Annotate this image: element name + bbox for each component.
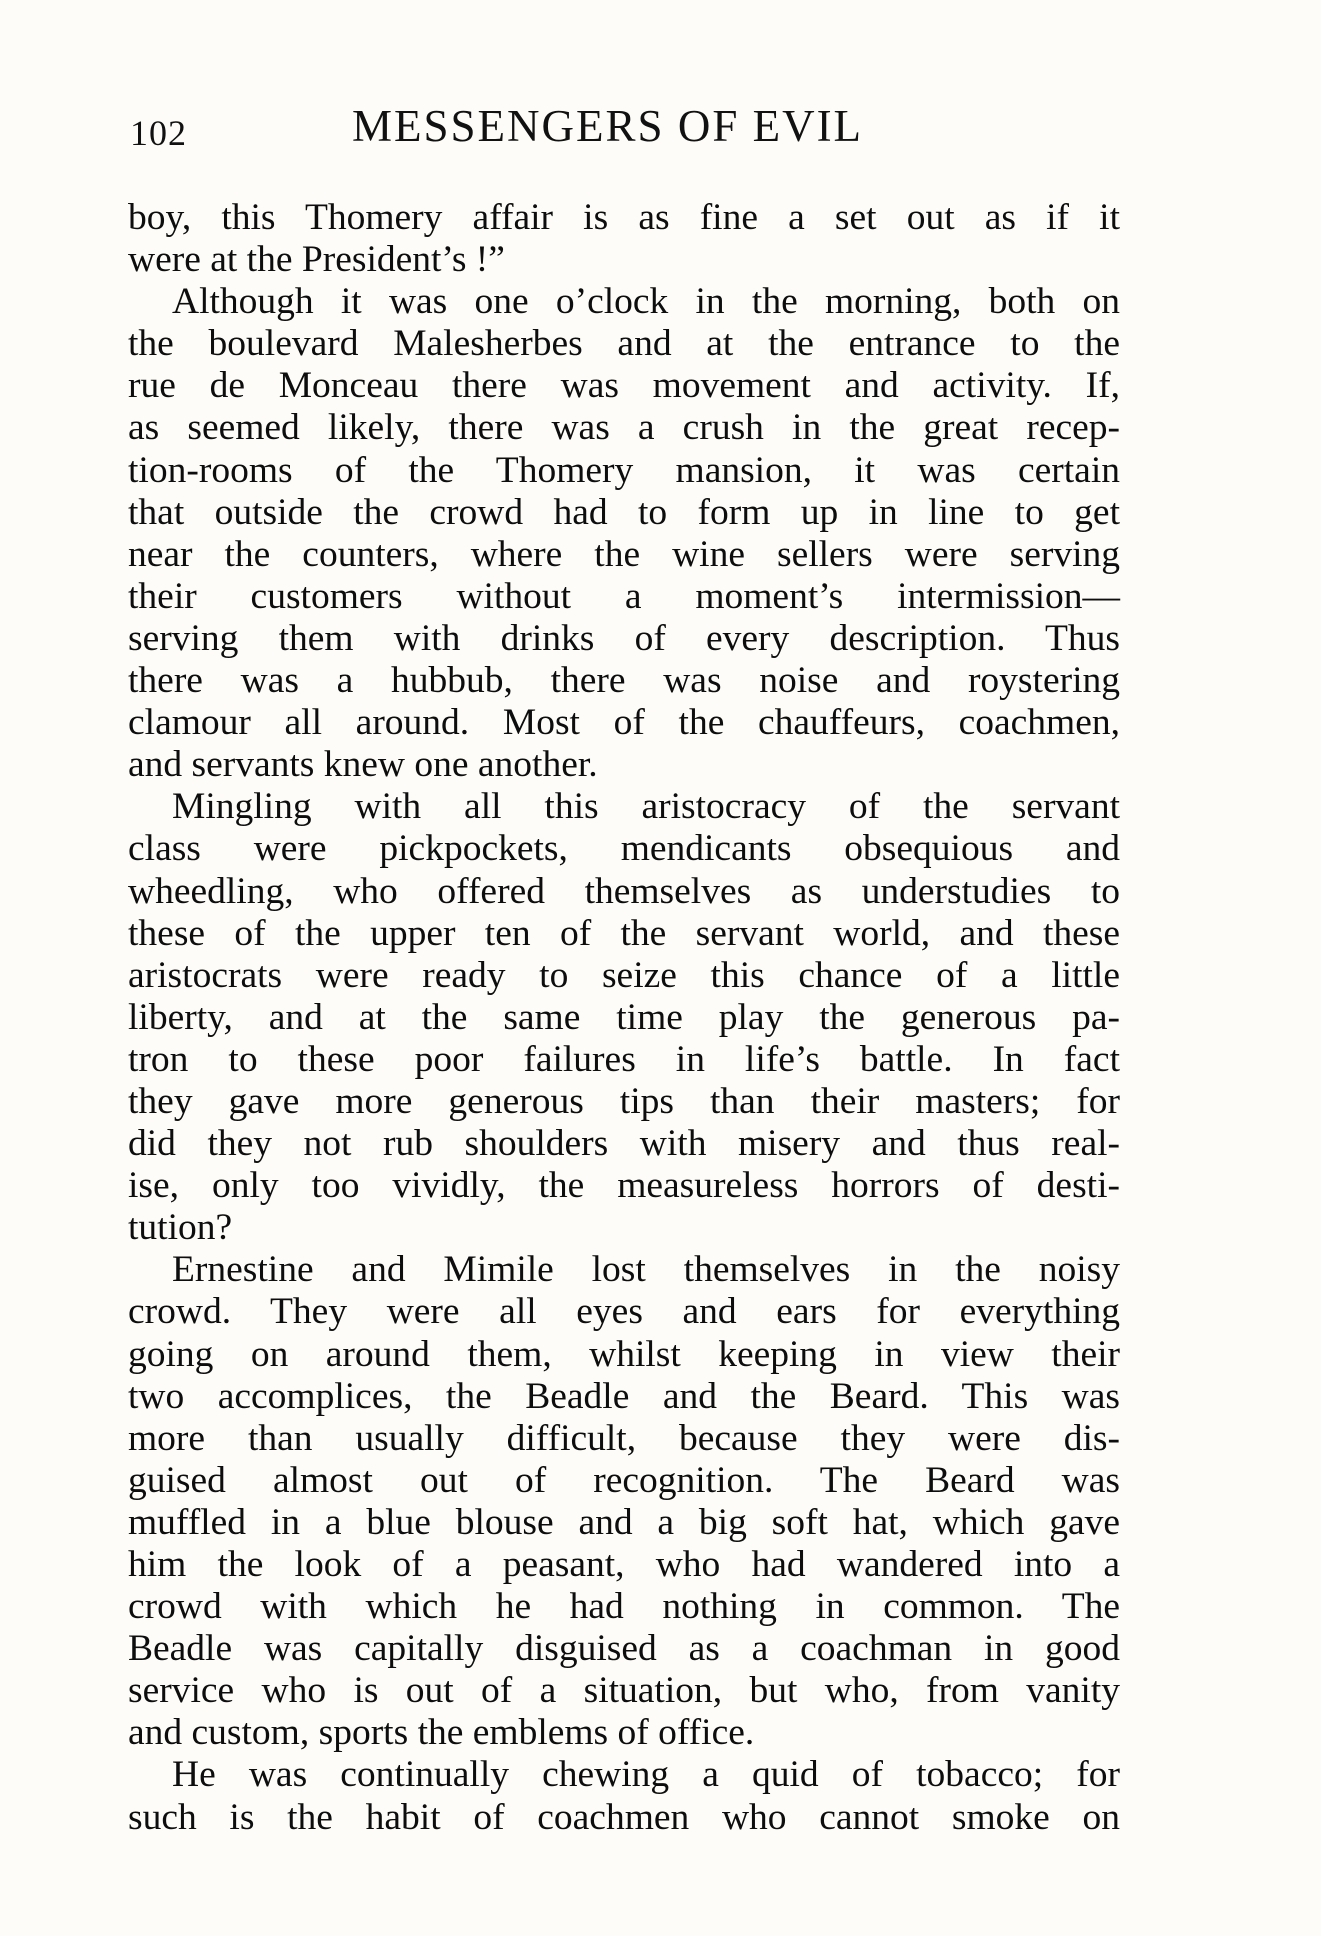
text-line: Although it was one o’clock in the morning, both on: [172, 281, 1120, 323]
text-line: service who is out of a situation, but who, from vanity: [128, 1670, 1120, 1712]
text-line: they gave more generous tips than their masters; for: [128, 1080, 1120, 1122]
text-line: near the counters, where the wine sellers were serving: [128, 533, 1120, 575]
running-title: MESSENGERS OF EVIL: [352, 101, 864, 151]
text-line: did they not rub shoulders with misery and thus real-: [128, 1123, 1120, 1165]
text-line: Beadle was capitally disguised as a coachman in good: [128, 1628, 1120, 1670]
text-line: more than usually difficult, because they were dis-: [128, 1417, 1120, 1459]
text-line: were at the President’s !”: [128, 239, 505, 281]
page-header: [130, 100, 1130, 160]
text-line: wheedling, who offered themselves as understudies to: [128, 870, 1120, 912]
text-line: class were pickpockets, mendicants obsequious and: [128, 828, 1120, 870]
text-line: He was continually chewing a quid of tobacco; for: [172, 1754, 1120, 1796]
text-line: crowd with which he had nothing in common. The: [128, 1586, 1120, 1628]
text-line: two accomplices, the Beadle and the Beard. This was: [128, 1375, 1120, 1417]
text-line: as seemed likely, there was a crush in the great recep-: [128, 407, 1120, 449]
text-line: going on around them, whilst keeping in view their: [128, 1333, 1120, 1375]
text-line: boy, this Thomery affair is as fine a set out as if it: [128, 197, 1120, 238]
text-line: these of the upper ten of the servant world, and these: [128, 912, 1120, 954]
text-line: aristocrats were ready to seize this chance of a little: [128, 954, 1120, 996]
text-line: ise, only too vividly, the measureless horrors of desti-: [128, 1165, 1120, 1207]
text-line: that outside the crowd had to form up in line to get: [128, 491, 1120, 533]
text-line: liberty, and at the same time play the generous pa-: [128, 996, 1120, 1038]
page-number: 102: [130, 113, 187, 153]
text-line: guised almost out of recognition. The Beard was: [128, 1459, 1120, 1501]
text-line: tion-rooms of the Thomery mansion, it was certain: [128, 449, 1120, 491]
text-line: their customers without a moment’s intermission—: [128, 575, 1120, 617]
text-line: such is the habit of coachmen who cannot smoke on: [128, 1796, 1120, 1838]
text-line: him the look of a peasant, who had wandered into a: [128, 1544, 1120, 1585]
text-line: muffled in a blue blouse and a big soft hat, which gave: [128, 1501, 1120, 1543]
text-line: Ernestine and Mimile lost themselves in the noisy: [172, 1249, 1120, 1291]
text-line: there was a hubbub, there was noise and roystering: [128, 660, 1120, 702]
text-line: and servants knew one another.: [128, 744, 598, 786]
text-line: tron to these poor failures in life’s battle. In fact: [128, 1038, 1120, 1080]
text-line: tution?: [128, 1207, 233, 1249]
body-text: [128, 197, 1120, 1839]
text-line: serving them with drinks of every description. Thus: [128, 617, 1120, 659]
text-line: clamour all around. Most of the chauffeurs, coachmen,: [128, 702, 1120, 744]
text-line: the boulevard Malesherbes and at the entrance to the: [128, 323, 1120, 365]
text-line: crowd. They were all eyes and ears for everything: [128, 1291, 1120, 1333]
text-line: and custom, sports the emblems of office.: [128, 1712, 755, 1754]
text-line: rue de Monceau there was movement and activity. If,: [128, 365, 1120, 407]
text-line: Mingling with all this aristocracy of the servant: [172, 786, 1120, 828]
